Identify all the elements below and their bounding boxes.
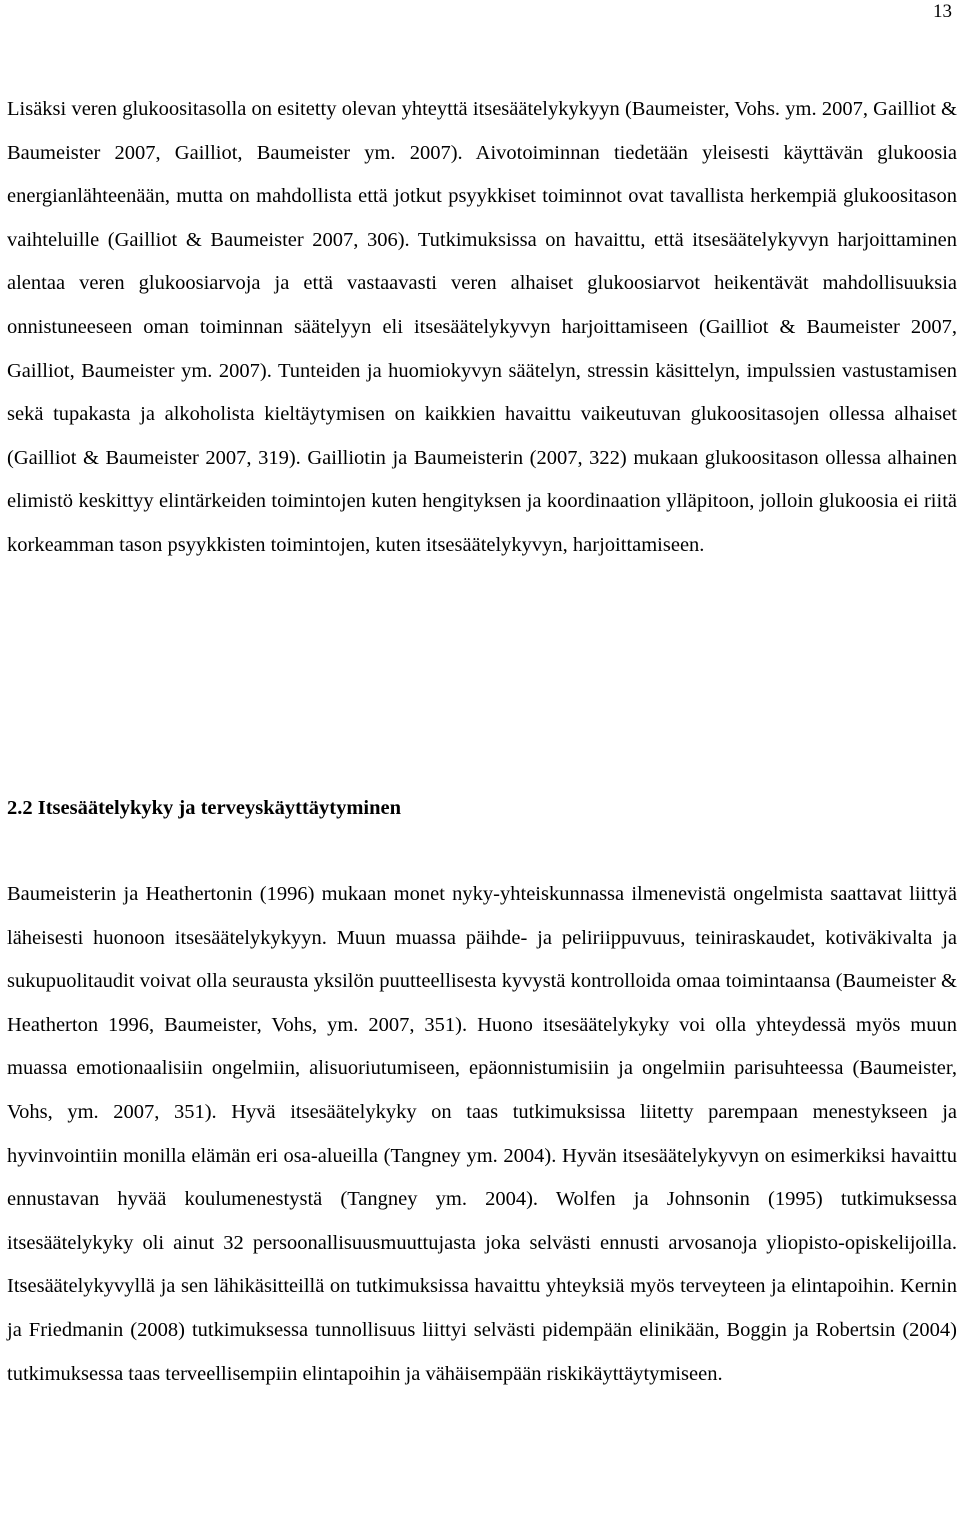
page-number: 13 [933, 1, 952, 22]
paragraph-glucose: Lisäksi veren glukoositasolla on esitetty olevan yhteyttä itsesäätelykykyyn (Baumeister, Vohs. ym. 2007, Gailliot & Baumeister 2007, Gailliot, Baumeister ym. 2007). Aivotoiminnan tiedetään yleisesti käyttävän glukoosia energianlähteenään, mutta on mahdollista että jotkut psyykkiset toiminnot ovat tavallista herkempiä glukoositason vaihteluille (Gailliot & Baumeister 2007, 306). Tutkimuksissa on havaittu, että itsesäätelykyvyn harjoittaminen alentaa veren glukoosiarvoja ja että vastaavasti veren alhaiset glukoosiarvot heikentävät mahdollisuuksia onnistuneeseen oman toiminnan säätelyyn eli itsesäätelykyvyn harjoittamiseen (Gailliot & Baumeister 2007, Gailliot, Baumeister ym. 2007). Tunteiden ja huomiokyvyn säätelyn, stressin käsittelyn, impulssien vastustamisen sekä tupakasta ja alkoholista kieltäytymisen on kaikkien havaittu vaikeutuvan glukoositasojen ollessa alhaiset (Gailliot & Baumeister 2007, 319). Gailliotin ja Baumeisterin (2007, 322) mukaan glukoositason ollessa alhainen elimistö keskittyy elintärkeiden toimintojen kuten hengityksen ja koordinaation ylläpitoon, jolloin glukoosia ei riitä korkeamman tason psyykkisten toimintojen, kuten itsesäätelykyvyn, harjoittamiseen. [7, 98, 957, 556]
section-heading: 2.2 Itsesäätelykyky ja terveyskäyttäytyminen [7, 797, 402, 819]
paragraph-health-behaviour: Baumeisterin ja Heathertonin (1996) mukaan monet nyky-yhteiskunnassa ilmenevistä ongelmista saattavat liittyä läheisesti huonoon itsesäätelykykyyn. Muun muassa päihde- ja peliriippuvuus, teiniraskaudet, kotiväkivalta ja sukupuolitaudit voivat olla seurausta yksilön puutteellisesta kyvystä kontrolloida omaa toimintaansa (Baumeister & Heatherton 1996, Baumeister, Vohs, ym. 2007, 351). Huono itsesäätelykyky voi olla yhteydessä myös muun muassa emotionaalisiin ongelmiin, alisuoriutumiseen, epäonnistumisiin ja ongelmiin parisuhteessa (Baumeister, Vohs, ym. 2007, 351). Hyvä itsesäätelykyky on taas tutkimuksissa liitetty parempaan menestykseen ja hyvinvointiin monilla elämän eri osa-alueilla (Tangney ym. 2004). Hyvän itsesäätelykyvyn on esimerkiksi havaittu ennustavan hyvää koulumenestystä (Tangney ym. 2004). Wolfen ja Johnsonin (1995) tutkimuksessa itsesäätelykyky oli ainut 32 persoonallisuusmuuttujasta joka selvästi ennusti arvosanoja yliopisto-opiskelijoilla. Itsesäätelykyvyllä ja sen lähikäsitteillä on tutkimuksissa havaittu yhteyksiä myös terveyteen ja elintapoihin. Kernin ja Friedmanin (2008) tutkimuksessa tunnollisuus liittyi selvästi pidempään elinikään, Boggin ja Robertsin (2004) tutkimuksessa taas terveellisempiin elintapoihin ja vähäisempään riskikäyttäytymiseen. [7, 883, 957, 1385]
